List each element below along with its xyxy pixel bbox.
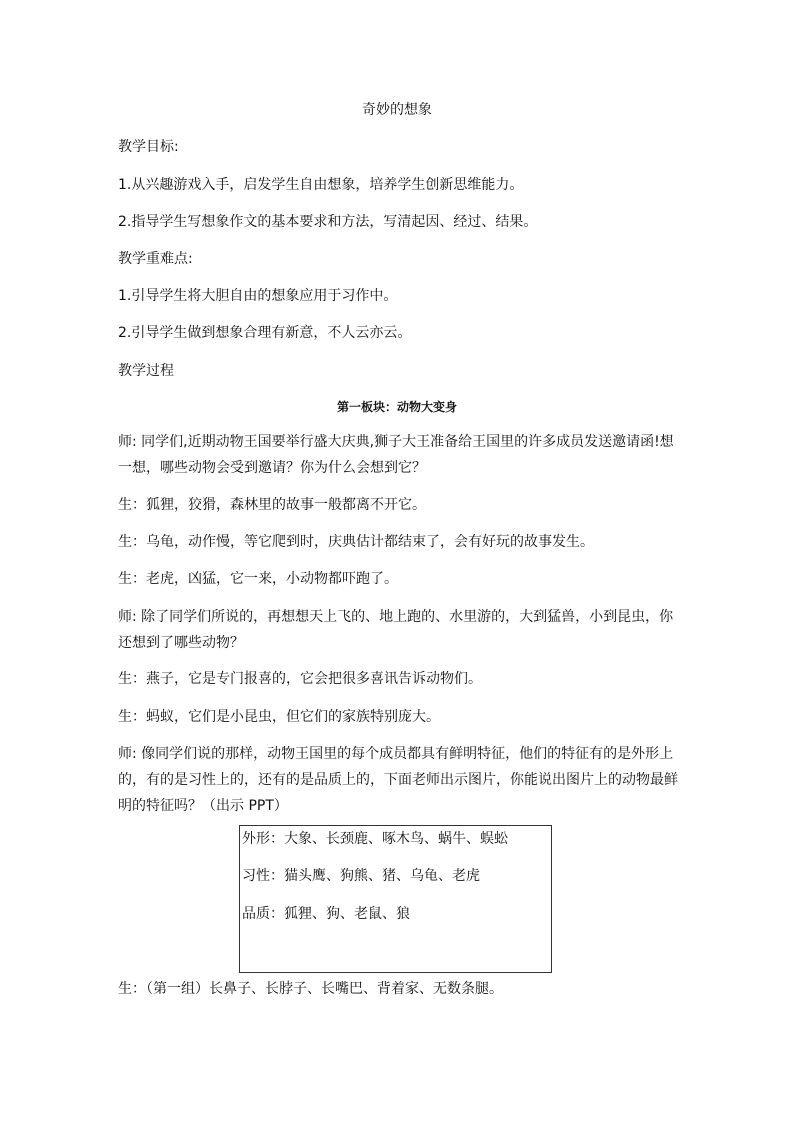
dialogue-student-last: 生：（第一组）长鼻子、长脖子、长嘴巴、背着家、无数条腿。 xyxy=(118,981,503,997)
dialogue-teacher-2: 师: 除了同学们所说的，再想想天上飞的、地上跑的、水里游的，大到猛兽，小到昆虫，你还想到了哪些动物？ xyxy=(118,609,674,651)
section-heading: 第一板块：动物大变身 xyxy=(336,400,457,414)
dialogue-student-1: 生：狐狸，狡猾，森林里的故事一般都离不开它。 xyxy=(118,497,426,513)
box-line-habit: 习性：猫头鹰、狗熊、猪、乌龟、老虎 xyxy=(242,868,480,884)
difficulty-item-1: 1.引导学生将大胆自由的想象应用于习作中。 xyxy=(118,288,398,304)
box-line-appearance: 外形：大象、长颈鹿、啄木鸟、蜗牛、蜈蚣 xyxy=(242,831,508,847)
box-line-quality: 品质：狐狸、狗、老鼠、狼 xyxy=(242,906,410,922)
difficulty-heading: 教学重难点: xyxy=(118,251,193,267)
document-title: 奇妙的想象 xyxy=(362,102,432,118)
goal-item-1: 1.从兴趣游戏入手，启发学生自由想象，培养学生创新思维能力。 xyxy=(118,177,524,193)
goals-heading: 教学目标: xyxy=(118,139,179,155)
process-heading: 教学过程 xyxy=(118,363,174,379)
difficulty-item-2: 2.引导学生做到想象合理有新意，不人云亦云。 xyxy=(118,325,412,341)
dialogue-student-4: 生：燕子，它是专门报喜的，它会把很多喜讯告诉动物们。 xyxy=(118,671,482,687)
feature-table-box xyxy=(239,825,552,973)
goal-item-2: 2.指导学生写想象作文的基本要求和方法，写清起因、经过、结果。 xyxy=(118,214,538,230)
dialogue-student-2: 生：乌龟，动作慢，等它爬到时，庆典估计都结束了，会有好玩的故事发生。 xyxy=(118,534,594,550)
dialogue-teacher-3: 师: 像同学们说的那样，动物王国里的每个成员都具有鲜明特征，他们的特征有的是外形上的，有的是习性上的，还有的是品质上的，下面老师出示图片，你能说出图片上的动物最鲜明的特征吗？（出示 PPT） xyxy=(118,746,678,814)
dialogue-teacher-1: 师: 同学们,近期动物王国要举行盛大庆典,狮子大王准备给王国里的许多成员发送邀请函!想一想，哪些动物会受到邀请？你为什么会想到它？ xyxy=(118,434,674,476)
dialogue-student-5: 生：蚂蚁，它们是小昆虫，但它们的家族特别庞大。 xyxy=(118,709,440,725)
dialogue-student-3: 生：老虎，凶猛，它一来，小动物都吓跑了。 xyxy=(118,571,398,587)
